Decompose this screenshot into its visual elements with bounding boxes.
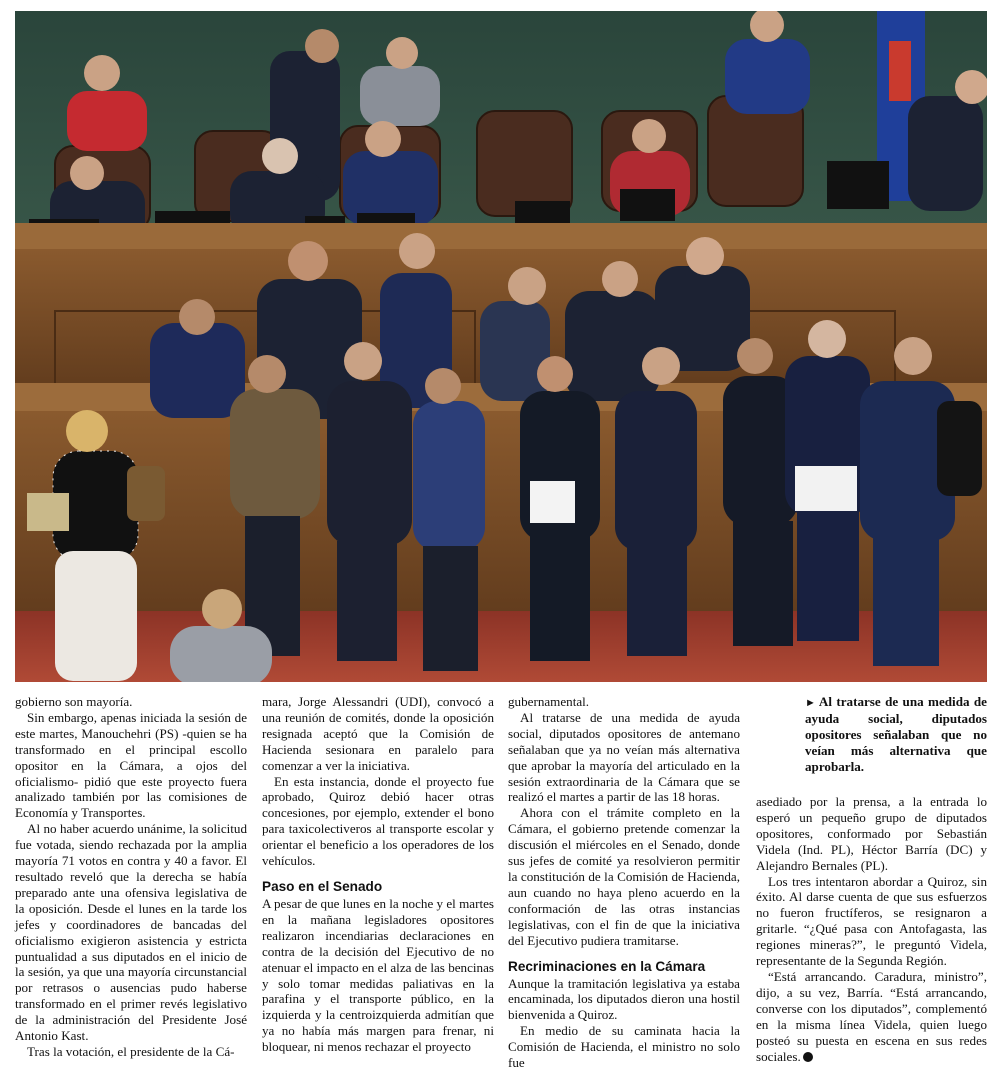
paragraph-text: “Está arrancando. Caradura, ministro”, dijo, a su vez, Barría. “Está arrancando, converse con los diputados”, complementó en la misma línea Videla, quien luego posteó su puesta en escena en sus redes sociales. [756,968,987,1064]
paragraph: En esta instancia, donde el proyecto fue aprobado, Quiroz debió hacer otras concesiones, por ejemplo, extender el bono para taxicolectiveros al transporte escolar y orientar el beneficio a los operadores de los vehículos. [262,773,494,869]
section-heading: Recriminaciones en la Cámara [508,958,706,974]
paragraph: gobierno son mayoría. [15,694,133,709]
caption-arrow-icon: ► [805,697,816,709]
paragraph: Ahora con el trámite completo en la Cámara, el gobierno pretende comenzar la discusión el miércoles en el Senado, donde sus jefes de comité ya resolvieron permitir la constitución de la Comisión de Hacienda, aun cuando no haya pleno acuerdo en la conformación de las otras instancias legislativas, con el fin de que la iniciativa del Ejecutivo pudiera tramitarse. [508,805,740,948]
paragraph: Aunque la tramitación legislativa ya estaba encaminada, los diputados dieron una hostil bienvenida a Quiroz. [508,975,740,1023]
paragraph-final [756,969,987,1064]
paragraph: gubernamental. [508,694,590,709]
article-column-3 [508,694,740,1071]
photo-illustration [15,11,987,682]
article-column-1 [15,694,247,1060]
paragraph: Al no haber acuerdo unánime, la solicitud fue votada, siendo rechazada por la amplia mayoría 71 votos en contra y 40 a favor. El resultado reveló que la derecha se había preparado ante una ofensiva legislativa de la oposición. Desde el lunes en la tarde los jefes y coordinadores de bancadas del oficialismo exigieron asistencia y estricta puntualidad a sus diputados en el inicio de la sesión, ya que una mayoría circunstancial por retrasos o ausencias pudo haberse transformado en el primer revés legislativo de la administración del Presidente José Antonio Kast. [15,821,247,1044]
article-photo [15,11,987,682]
paragraph: Tras la votación, el presidente de la Cá- [27,1043,235,1059]
paragraph: mara, Jorge Alessandri (UDI), convocó a una reunión de comités, donde la oposición resignada aceptó que la Comisión de Hacienda sesionara en paralelo para comenzar a ver la iniciativa. [262,694,494,773]
caption-text: Al tratarse de una medida de ayuda social, diputados opositores señalaban que no veían más alternativa que aprobarla. [805,694,987,774]
paragraph: En medio de su caminata hacia la Comisión de Hacienda, el ministro no solo fue [508,1023,740,1071]
paragraph: Sin embargo, apenas iniciada la sesión de este martes, Manouchehri (PS) -quien se ha transformado en el principal escollo opositor en la Cámara, a ojos del oficialismo- pidió que este proyecto fuera analizado también por las comisiones de Economía y Transportes. [15,709,247,821]
end-of-article-icon [803,1052,813,1062]
paragraph: Al tratarse de una medida de ayuda social, diputados opositores de antemano señalaban que ya no veían más alternativa que aprobar la mayoría del articulado en la sesión extraordinaria de la Cámara que se realizó el martes a partir de las 18 horas. [508,709,740,805]
paragraph: asediado por la prensa, a la entrada lo esperó un pequeño grupo de diputados opositores, conformado por Sebastián Videla (Ind. PL), Héctor Barría (DC) y Alejandro Bernales (PL). [756,794,987,873]
article-column-4 [756,794,987,1064]
article-column-2 [262,694,494,1055]
paragraph: A pesar de que lunes en la noche y el martes en la mañana legisladores opositores realizaron incendiarias declaraciones en contra de la decisión del Ejecutivo de no atenuar el impacto en el alza de las bencinas y solo tomar medidas paliativas en la parafina y el transporte público, en la izquierda y la centroizquierda admitían que ya no había más margen para frenar, ni bloquear, ni menos rechazar el proyecto [262,895,494,1055]
section-heading: Paso en el Senado [262,878,383,894]
photo-caption [805,694,987,775]
paragraph: Los tres intentaron abordar a Quiroz, sin éxito. Al darse cuenta de que sus esfuerzos no fueron fructíferos, se resignaron a gritarle. “¿Qué pasa con Antofagasta, las regiones mineras?”, le preguntó Videla, representante de la Segunda Región. [756,873,987,969]
